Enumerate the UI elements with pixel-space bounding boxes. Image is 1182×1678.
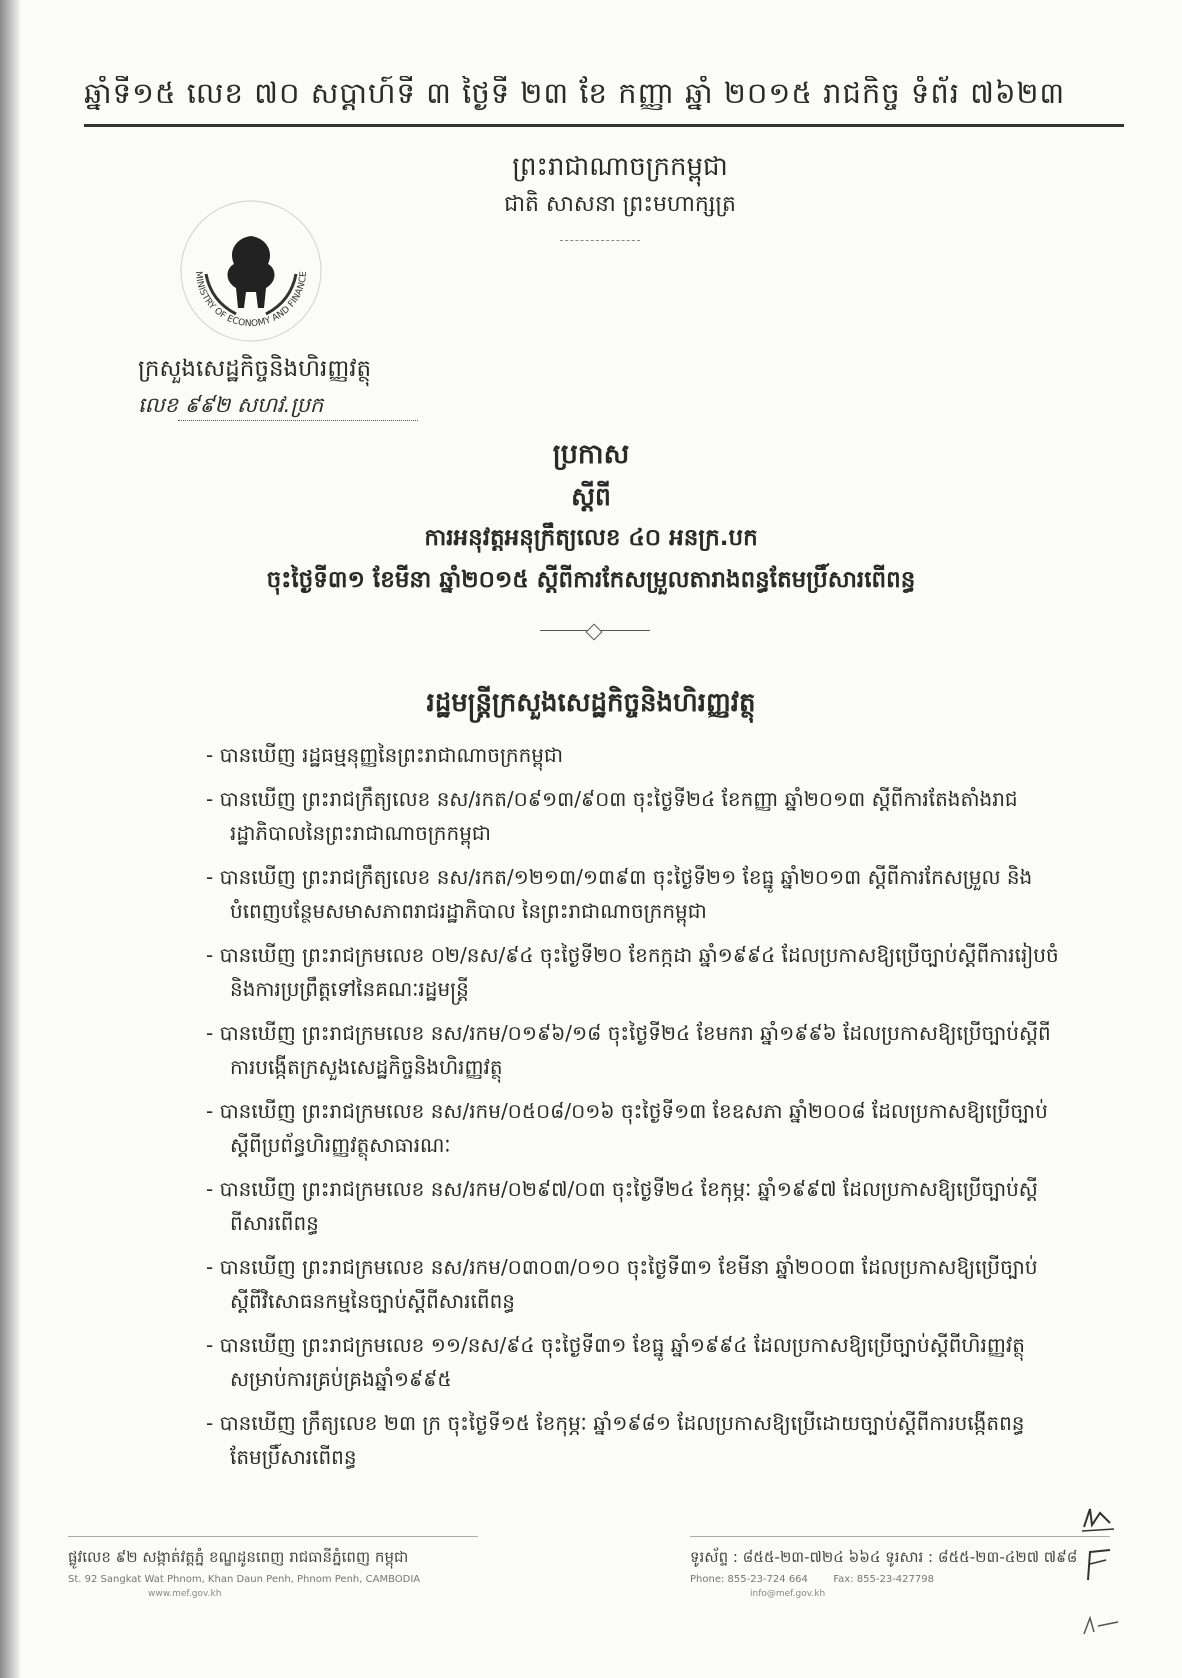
list-item: - បានឃើញ ព្រះរាជក្រមលេខ ១១/នស/៩៤ ចុះថ្ងៃទី៣១ ខែធ្នូ ឆ្នាំ១៩៩៤ ដែលប្រកាសឱ្យប្រើច្បាប់ស្តីពីហិរញ្ញវត្ថុសម្រាប់ការគ្រប់គ្រងឆ្នាំ១៩៩៥ (206, 1328, 1066, 1396)
reference-number (138, 392, 323, 423)
seal-text: MINISTRY OF ECONOMY AND FINANCE (192, 270, 310, 330)
document-type: ប្រកាស (552, 439, 630, 470)
document-subject-line2: ចុះថ្ងៃទី៣១ ខែមីនា ឆ្នាំ២០១៥ ស្តីពីការកែសម្រួលតារាងពន្ធតែមប្រិ៍សារពើពន្ធ (266, 567, 916, 593)
email-address: info@mef.gov.kh (750, 1589, 826, 1599)
issuing-ministry: ក្រសួងសេដ្ឋកិច្ចនិងហិរញ្ញវត្ថុ (138, 356, 372, 382)
gazette-header: ឆ្នាំទី១៥ លេខ ៧០ សប្តាហ៍ទី ៣ ថ្ងៃទី ២៣ ខែ កញ្ញា ឆ្នាំ ២០១៥ រាជកិច្ច ទំព័រ ៧៦២៣ (84, 76, 1066, 110)
document-about: ស្តីពី (571, 482, 611, 511)
list-item: - បានឃើញ ព្រះរាជក្រមលេខ នស/រកម/០៥០៨/០១៦ ចុះថ្ងៃទី១៣ ខែឧសភា ឆ្នាំ២០០៨ ដែលប្រកាសឱ្យប្រើច្បាប់ស្តីពីប្រព័ន្ធហិរញ្ញវត្ថុសាធារណៈ (206, 1094, 1066, 1162)
list-item: - បានឃើញ ព្រះរាជក្រមលេខ នស/រកម/០២៩៧/០៣ ចុះថ្ងៃទី២៤ ខែកុម្ភៈ ឆ្នាំ១៩៩៧ ដែលប្រកាសឱ្យប្រើច្បាប់ស្តីពីសារពើពន្ធ (206, 1172, 1066, 1240)
list-item: - បានឃើញ ព្រះរាជក្រឹត្យលេខ នស/រកត/០៩១៣/៩០៣ ចុះថ្ងៃទី២៤ ខែកញ្ញា ឆ្នាំ២០១៣ ស្តីពីការតែងតាំងរាជរដ្ឋាភិបាលនៃព្រះរាជាណាចក្រកម្ពុជា (206, 782, 1066, 850)
ministry-seal-icon (176, 196, 326, 346)
list-item: - បានឃើញ ក្រឹត្យលេខ ២៣ ក្រ ចុះថ្ងៃទី១៥ ខែកុម្ភៈ ឆ្នាំ១៩៨១ ដែលប្រកាសឱ្យប្រើដោយច្បាប់ស្តីពីការបង្កើតពន្ធតែមប្រិ៍សារពើពន្ធ (206, 1406, 1066, 1474)
initial-signature-icon (1080, 1505, 1116, 1533)
phone-english: Phone: 855-23-724 664 (690, 1574, 808, 1585)
list-item: - បានឃើញ ព្រះរាជក្រមលេខ នស/រកម/០១៩៦/១៨ ចុះថ្ងៃទី២៤ ខែមករា ឆ្នាំ១៩៩៦ ដែលប្រកាសឱ្យប្រើច្បាប់ស្តីពីការបង្កើតក្រសួងសេដ្ឋកិច្ចនិងហិរញ្ញវត្ថុ (206, 1016, 1066, 1084)
ref-label: លេខ (138, 393, 178, 417)
address-english: St. 92 Sangkat Wat Phnom, Khan Daun Penh, Phnom Penh, CAMBODIA (68, 1574, 421, 1585)
reference-list (206, 738, 1066, 1484)
title-ornament (540, 630, 650, 631)
list-item: - បានឃើញ ព្រះរាជក្រមលេខ ០២/នស/៩៤ ចុះថ្ងៃទី២០ ខែកក្កដា ឆ្នាំ១៩៩៤ ដែលប្រកាសឱ្យប្រើច្បាប់ស្តីពីការរៀបចំនិងការប្រព្រឹត្តទៅនៃគណៈរដ្ឋមន្ត្រី (206, 938, 1066, 1006)
footer-rule (68, 1536, 478, 1537)
list-item: - បានឃើញ ព្រះរាជក្រមលេខ នស/រកម/០៣០៣/០១០ ចុះថ្ងៃទី៣១ ខែមីនា ឆ្នាំ២០០៣ ដែលប្រកាសឱ្យប្រើច្បាប់ស្តីពីវិសោធនកម្មនៃច្បាប់ស្តីពីសារពើពន្ធ (206, 1250, 1066, 1318)
ref-number: ៩៩២ (184, 393, 231, 417)
national-motto: ជាតិ សាសនា ព្រះមហាក្សត្រ (504, 192, 736, 217)
list-item: - បានឃើញ ព្រះរាជក្រឹត្យលេខ នស/រកត/១២១៣/១៣៩៣ ចុះថ្ងៃទី២១ ខែធ្នូ ឆ្នាំ២០១៣ ស្តីពីការកែសម្រួល និងបំពេញបន្ថែមសមាសភាពរាជរដ្ឋាភិបាល នៃព្រះរាជាណាចក្រកម្ពុជា (206, 860, 1066, 928)
motto-divider (560, 240, 640, 243)
kingdom-name: ព្រះរាជាណាចក្រកម្ពុជា (512, 152, 728, 182)
issuing-authority: រដ្ឋមន្ត្រីក្រសួងសេដ្ឋកិច្ចនិងហិរញ្ញវត្ថុ (426, 688, 756, 718)
footer-rule (690, 1536, 1110, 1537)
ref-suffix: សហវ.ប្រក (237, 393, 324, 417)
list-item: - បានឃើញ រដ្ឋធម្មនុញ្ញនៃព្រះរាជាណាចក្រកម្ពុជា (206, 738, 1066, 772)
address-khmer: ផ្លូវលេខ ៩២ សង្កាត់វត្តភ្នំ ខណ្ឌដូនពេញ រាជធានីភ្នំពេញ កម្ពុជា (68, 1548, 409, 1566)
footer-address (68, 1548, 488, 1599)
website-link: www.mef.gov.kh (148, 1589, 222, 1599)
phone-khmer: ទូរស័ព្ទ : ៨៥៥-២៣-៧២៤ ៦៦៤ ទូរសារ : ៨៥៥-២៣-៤២៧ ៧៩៨ (690, 1548, 1078, 1566)
fax-english: Fax: 855-23-427798 (833, 1574, 934, 1585)
page-mark-icon (1080, 1610, 1120, 1640)
ref-dotted-line (178, 420, 418, 421)
header-rule (84, 124, 1124, 127)
document-subject-line1: ការអនុវត្តអនុក្រឹត្យលេខ ៤០ អនក្រ.បក (424, 525, 758, 551)
footer-contact (690, 1548, 1110, 1599)
scan-edge (0, 0, 20, 1678)
phone-fax-english (690, 1574, 1110, 1585)
